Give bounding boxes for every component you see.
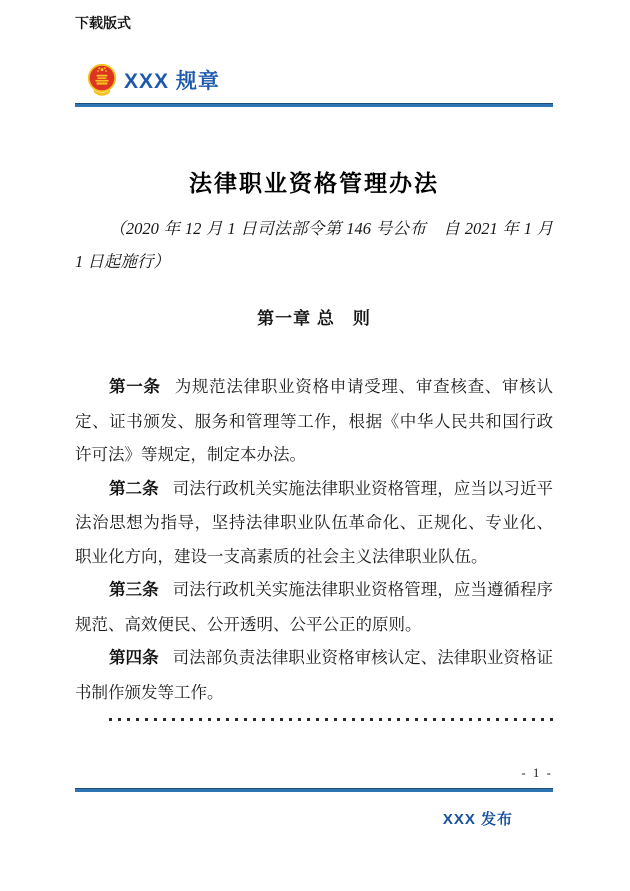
page-number: - 1 - xyxy=(521,765,553,780)
publisher-label: XXX 发布 xyxy=(442,811,513,828)
chapter-heading: 第一章 总 则 xyxy=(257,309,371,328)
header-rule xyxy=(75,103,553,107)
page-content xyxy=(75,0,553,829)
article-paragraph xyxy=(75,641,553,709)
article-paragraph xyxy=(75,472,553,574)
dotted-separator xyxy=(109,718,553,721)
article-text: 司法行政机关实施法律职业资格管理，应当以习近平法治思想为指导，坚持法律职业队伍革命化、正规化、专业化、职业化方向，建设一支高素质的社会主义法律职业队伍。 xyxy=(75,478,554,566)
article-number: 第一条 xyxy=(109,378,161,396)
article-paragraph xyxy=(75,573,553,641)
article-number: 第二条 xyxy=(109,479,159,498)
article-text: 司法部负责法律职业资格审核认定、法律职业资格证书制作颁发等工作。 xyxy=(75,648,554,702)
publication-note: （2020 年 12 月 1 日司法部令第 146 号公布 自 2021 年 1 月 1 日起施行） xyxy=(75,219,553,271)
download-format-link[interactable]: 下载版式 xyxy=(75,17,131,32)
article-text: 为规范法律职业资格申请受理、审查核查、审核认定、证书颁发、服务和管理等工作，根据《中华人民共和国行政许可法》等规定，制定本办法。 xyxy=(75,377,554,464)
articles-body xyxy=(75,370,553,709)
national-emblem-icon xyxy=(87,62,117,99)
article-number: 第三条 xyxy=(109,581,159,599)
banner-title: XXX 规章 xyxy=(124,70,220,93)
article-number: 第四条 xyxy=(109,649,159,667)
footer-rule xyxy=(75,788,553,792)
article-paragraph xyxy=(75,370,553,472)
article-text: 司法行政机关实施法律职业资格管理，应当遵循程序规范、高效便民、公开透明、公平公正的原则。 xyxy=(75,580,554,634)
document-title: 法律职业资格管理办法 xyxy=(189,171,439,196)
header-banner xyxy=(75,60,553,100)
